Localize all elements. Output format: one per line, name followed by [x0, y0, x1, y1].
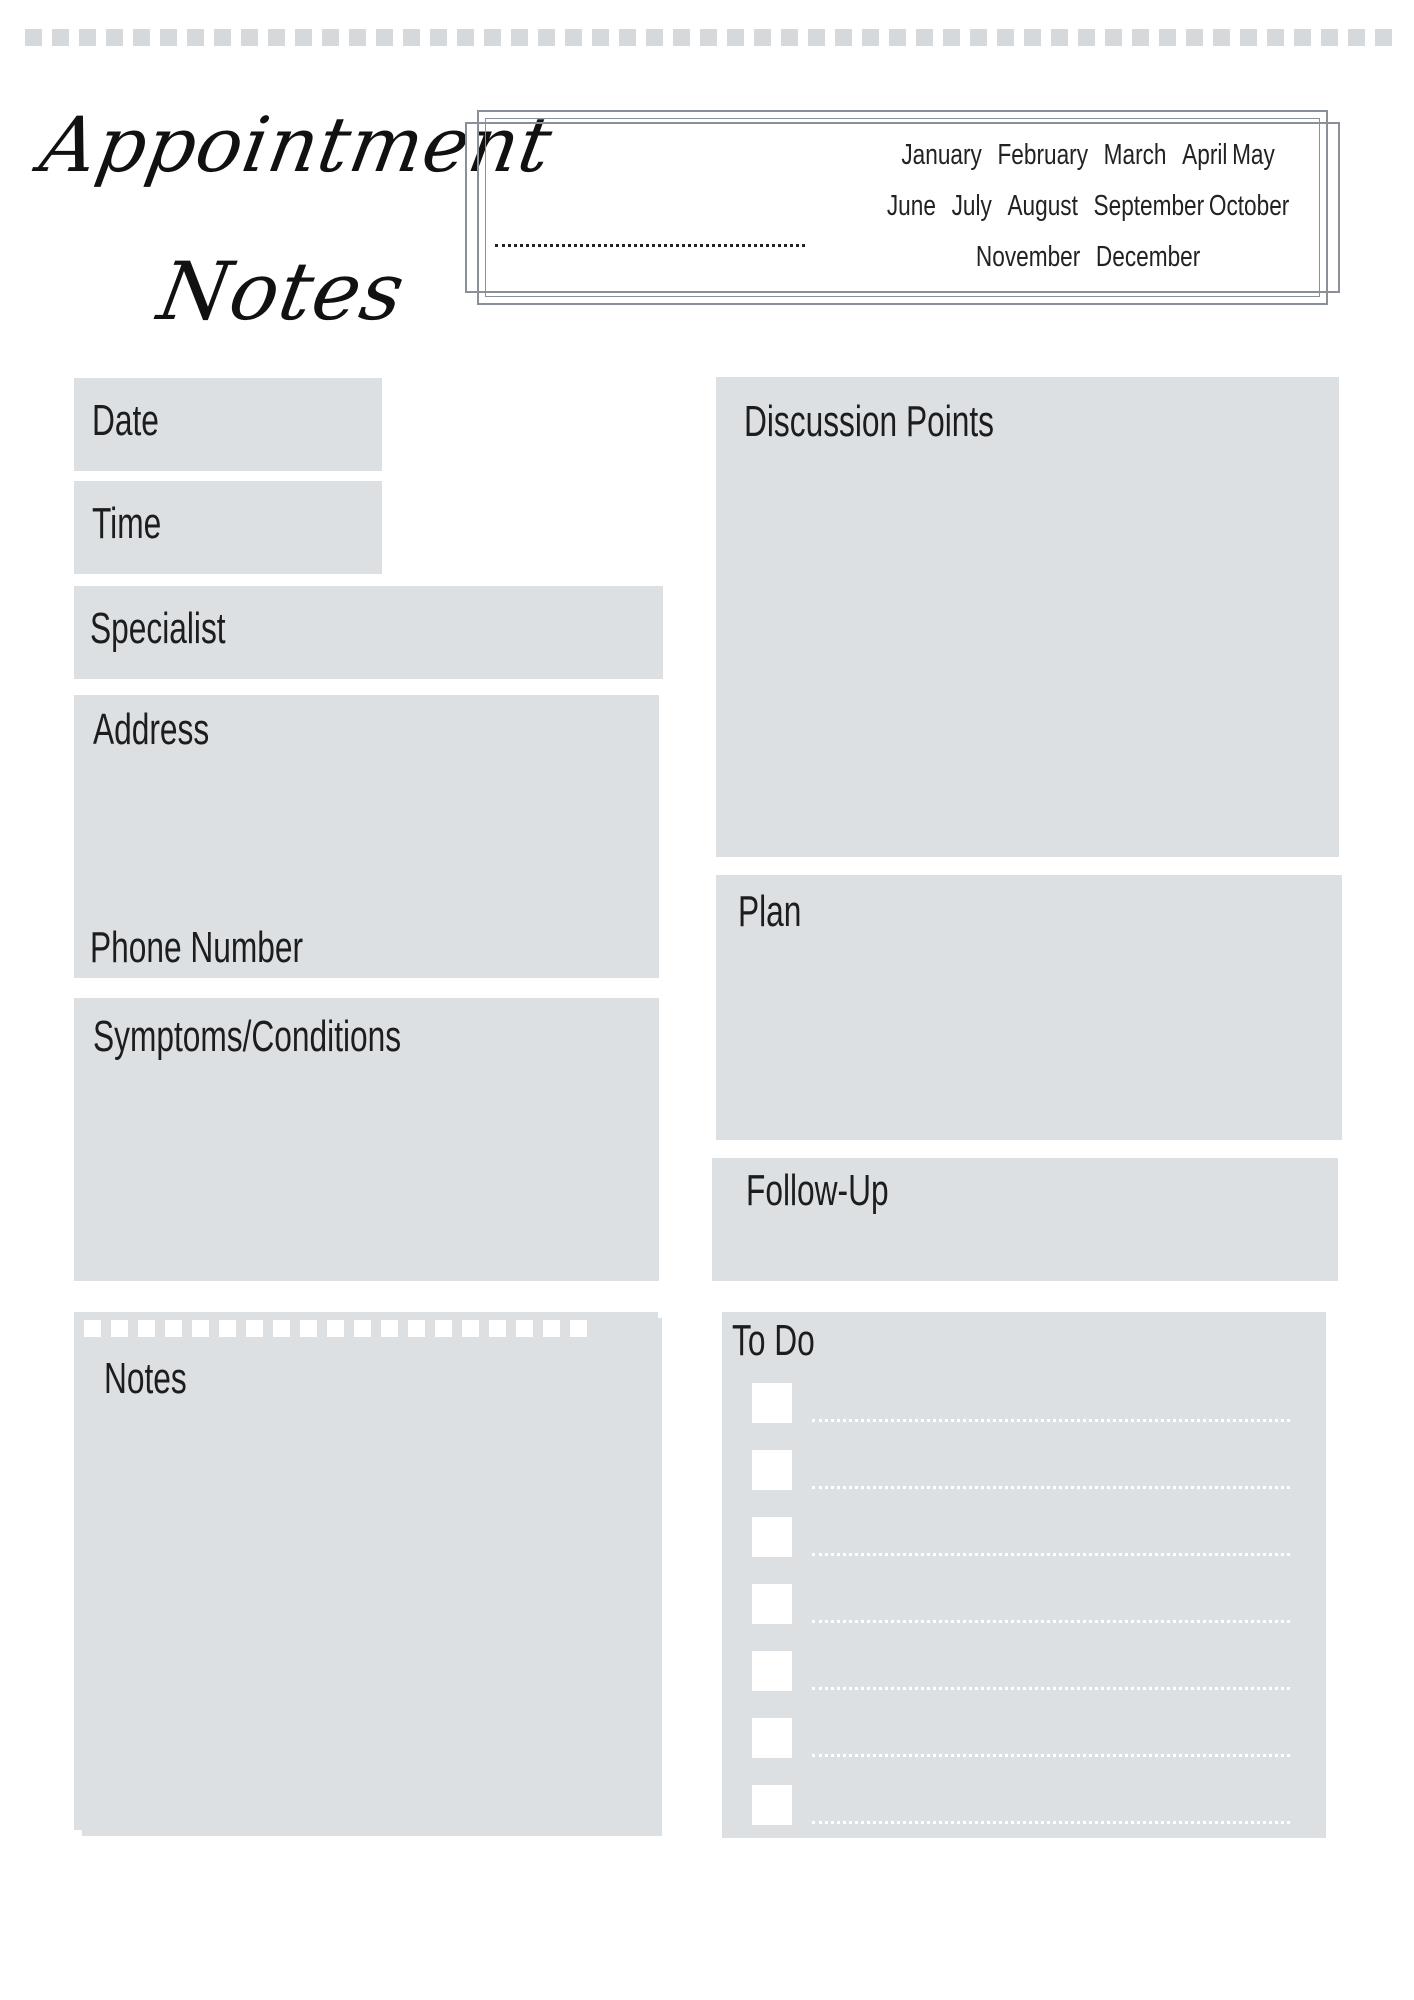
dash-mark — [1321, 29, 1338, 46]
dash-mark — [430, 29, 447, 46]
dash-mark — [700, 29, 717, 46]
todo-line[interactable] — [812, 1821, 1290, 1824]
plan-label: Plan — [738, 887, 802, 936]
discussion-box[interactable] — [716, 377, 1339, 857]
dash-mark — [300, 1320, 317, 1337]
dash-mark — [408, 1320, 425, 1337]
date-box[interactable] — [74, 378, 382, 471]
todo-checkbox[interactable] — [752, 1718, 792, 1758]
dash-mark — [943, 29, 960, 46]
dash-mark — [570, 1320, 587, 1337]
dash-mark — [916, 29, 933, 46]
month-march[interactable]: March — [1103, 139, 1167, 171]
dash-mark — [1024, 29, 1041, 46]
todo-line[interactable] — [812, 1687, 1290, 1690]
symptoms-box[interactable] — [74, 998, 659, 1281]
dash-mark — [516, 1320, 533, 1337]
todo-item[interactable] — [752, 1517, 1312, 1559]
dash-mark — [354, 1320, 371, 1337]
todo-item[interactable] — [752, 1718, 1312, 1760]
dash-mark — [1051, 29, 1068, 46]
dash-mark — [241, 29, 258, 46]
todo-line[interactable] — [812, 1553, 1290, 1556]
dash-mark — [349, 29, 366, 46]
dash-mark — [214, 29, 231, 46]
dash-mark — [268, 29, 285, 46]
dash-mark — [538, 29, 555, 46]
dash-mark — [727, 29, 744, 46]
date-label: Date — [92, 396, 159, 445]
dash-mark — [619, 29, 636, 46]
dash-mark — [1294, 29, 1311, 46]
dash-mark — [754, 29, 771, 46]
dash-mark — [376, 29, 393, 46]
name-line[interactable] — [495, 244, 805, 247]
dash-mark — [403, 29, 420, 46]
month-row-3 — [858, 232, 1318, 283]
todo-item[interactable] — [752, 1651, 1312, 1693]
month-june[interactable]: June — [886, 190, 936, 222]
dash-mark — [1078, 29, 1095, 46]
dash-mark — [457, 29, 474, 46]
dash-mark — [511, 29, 528, 46]
todo-checkbox[interactable] — [752, 1450, 792, 1490]
follow-up-label: Follow-Up — [746, 1166, 889, 1215]
dash-mark — [1267, 29, 1284, 46]
month-july[interactable]: July — [951, 190, 992, 222]
dash-mark — [111, 1320, 128, 1337]
todo-checkbox[interactable] — [752, 1651, 792, 1691]
notes-box[interactable] — [74, 1312, 658, 1830]
todo-item[interactable] — [752, 1450, 1312, 1492]
dash-mark — [187, 29, 204, 46]
month-row-2 — [858, 181, 1318, 232]
dash-mark — [489, 1320, 506, 1337]
month-list — [858, 130, 1290, 283]
dash-mark — [219, 1320, 236, 1337]
dash-mark — [462, 1320, 479, 1337]
todo-checkbox[interactable] — [752, 1517, 792, 1557]
specialist-box[interactable] — [74, 586, 663, 679]
todo-checkbox[interactable] — [752, 1785, 792, 1825]
dash-mark — [84, 1320, 101, 1337]
time-box[interactable] — [74, 481, 382, 574]
todo-checkbox[interactable] — [752, 1584, 792, 1624]
todo-item[interactable] — [752, 1785, 1312, 1827]
dash-mark — [435, 1320, 452, 1337]
dash-mark — [246, 1320, 263, 1337]
month-april[interactable]: April — [1182, 139, 1228, 171]
todo-line[interactable] — [812, 1620, 1290, 1623]
follow-up-box[interactable] — [712, 1158, 1338, 1281]
dash-mark — [322, 29, 339, 46]
dash-mark — [673, 29, 690, 46]
dash-mark — [565, 29, 582, 46]
top-dash-border — [25, 29, 1402, 46]
dash-mark — [25, 29, 42, 46]
month-row-1 — [858, 130, 1318, 181]
dash-mark — [484, 29, 501, 46]
dash-mark — [1348, 29, 1365, 46]
dash-mark — [1240, 29, 1257, 46]
month-may[interactable]: May — [1232, 139, 1275, 171]
dash-mark — [133, 29, 150, 46]
todo-line[interactable] — [812, 1486, 1290, 1489]
dash-mark — [1132, 29, 1149, 46]
time-label: Time — [92, 499, 162, 548]
month-february[interactable]: February — [997, 139, 1089, 171]
phone-label: Phone Number — [90, 923, 304, 972]
dash-mark — [52, 29, 69, 46]
plan-box[interactable] — [716, 875, 1342, 1140]
dash-mark — [592, 29, 609, 46]
dash-mark — [138, 1320, 155, 1337]
todo-line[interactable] — [812, 1754, 1290, 1757]
dash-mark — [273, 1320, 290, 1337]
todo-line[interactable] — [812, 1419, 1290, 1422]
notes-dash-border — [84, 1320, 597, 1337]
notes-label: Notes — [104, 1354, 187, 1403]
dash-mark — [889, 29, 906, 46]
discussion-label: Discussion Points — [744, 397, 995, 446]
dash-mark — [970, 29, 987, 46]
dash-mark — [327, 1320, 344, 1337]
month-august[interactable]: August — [1007, 190, 1078, 222]
specialist-label: Specialist — [90, 604, 226, 653]
todo-item[interactable] — [752, 1584, 1312, 1626]
month-january[interactable]: January — [901, 139, 982, 171]
dash-mark — [79, 29, 96, 46]
dash-mark — [646, 29, 663, 46]
dash-mark — [1105, 29, 1122, 46]
todo-checkbox[interactable] — [752, 1383, 792, 1423]
address-label: Address — [93, 705, 210, 754]
title-notes: Notes — [151, 245, 412, 338]
month-september[interactable]: September — [1093, 190, 1205, 222]
dash-mark — [808, 29, 825, 46]
dash-mark — [862, 29, 879, 46]
todo-item[interactable] — [752, 1383, 1312, 1425]
dash-mark — [295, 29, 312, 46]
dash-mark — [1375, 29, 1392, 46]
dash-mark — [165, 1320, 182, 1337]
dash-mark — [1213, 29, 1230, 46]
dash-mark — [1159, 29, 1176, 46]
month-october[interactable]: October — [1208, 190, 1290, 222]
dash-mark — [997, 29, 1014, 46]
title-appointment: Appointment — [34, 100, 560, 189]
symptoms-label: Symptoms/Conditions — [93, 1012, 402, 1061]
dash-mark — [1186, 29, 1203, 46]
dash-mark — [781, 29, 798, 46]
month-november[interactable]: November — [975, 241, 1081, 273]
dash-mark — [835, 29, 852, 46]
dash-mark — [381, 1320, 398, 1337]
dash-mark — [106, 29, 123, 46]
dash-mark — [160, 29, 177, 46]
dash-mark — [543, 1320, 560, 1337]
address-box[interactable] — [74, 695, 659, 978]
dash-mark — [192, 1320, 209, 1337]
month-december[interactable]: December — [1095, 241, 1201, 273]
todo-label: To Do — [732, 1316, 815, 1365]
